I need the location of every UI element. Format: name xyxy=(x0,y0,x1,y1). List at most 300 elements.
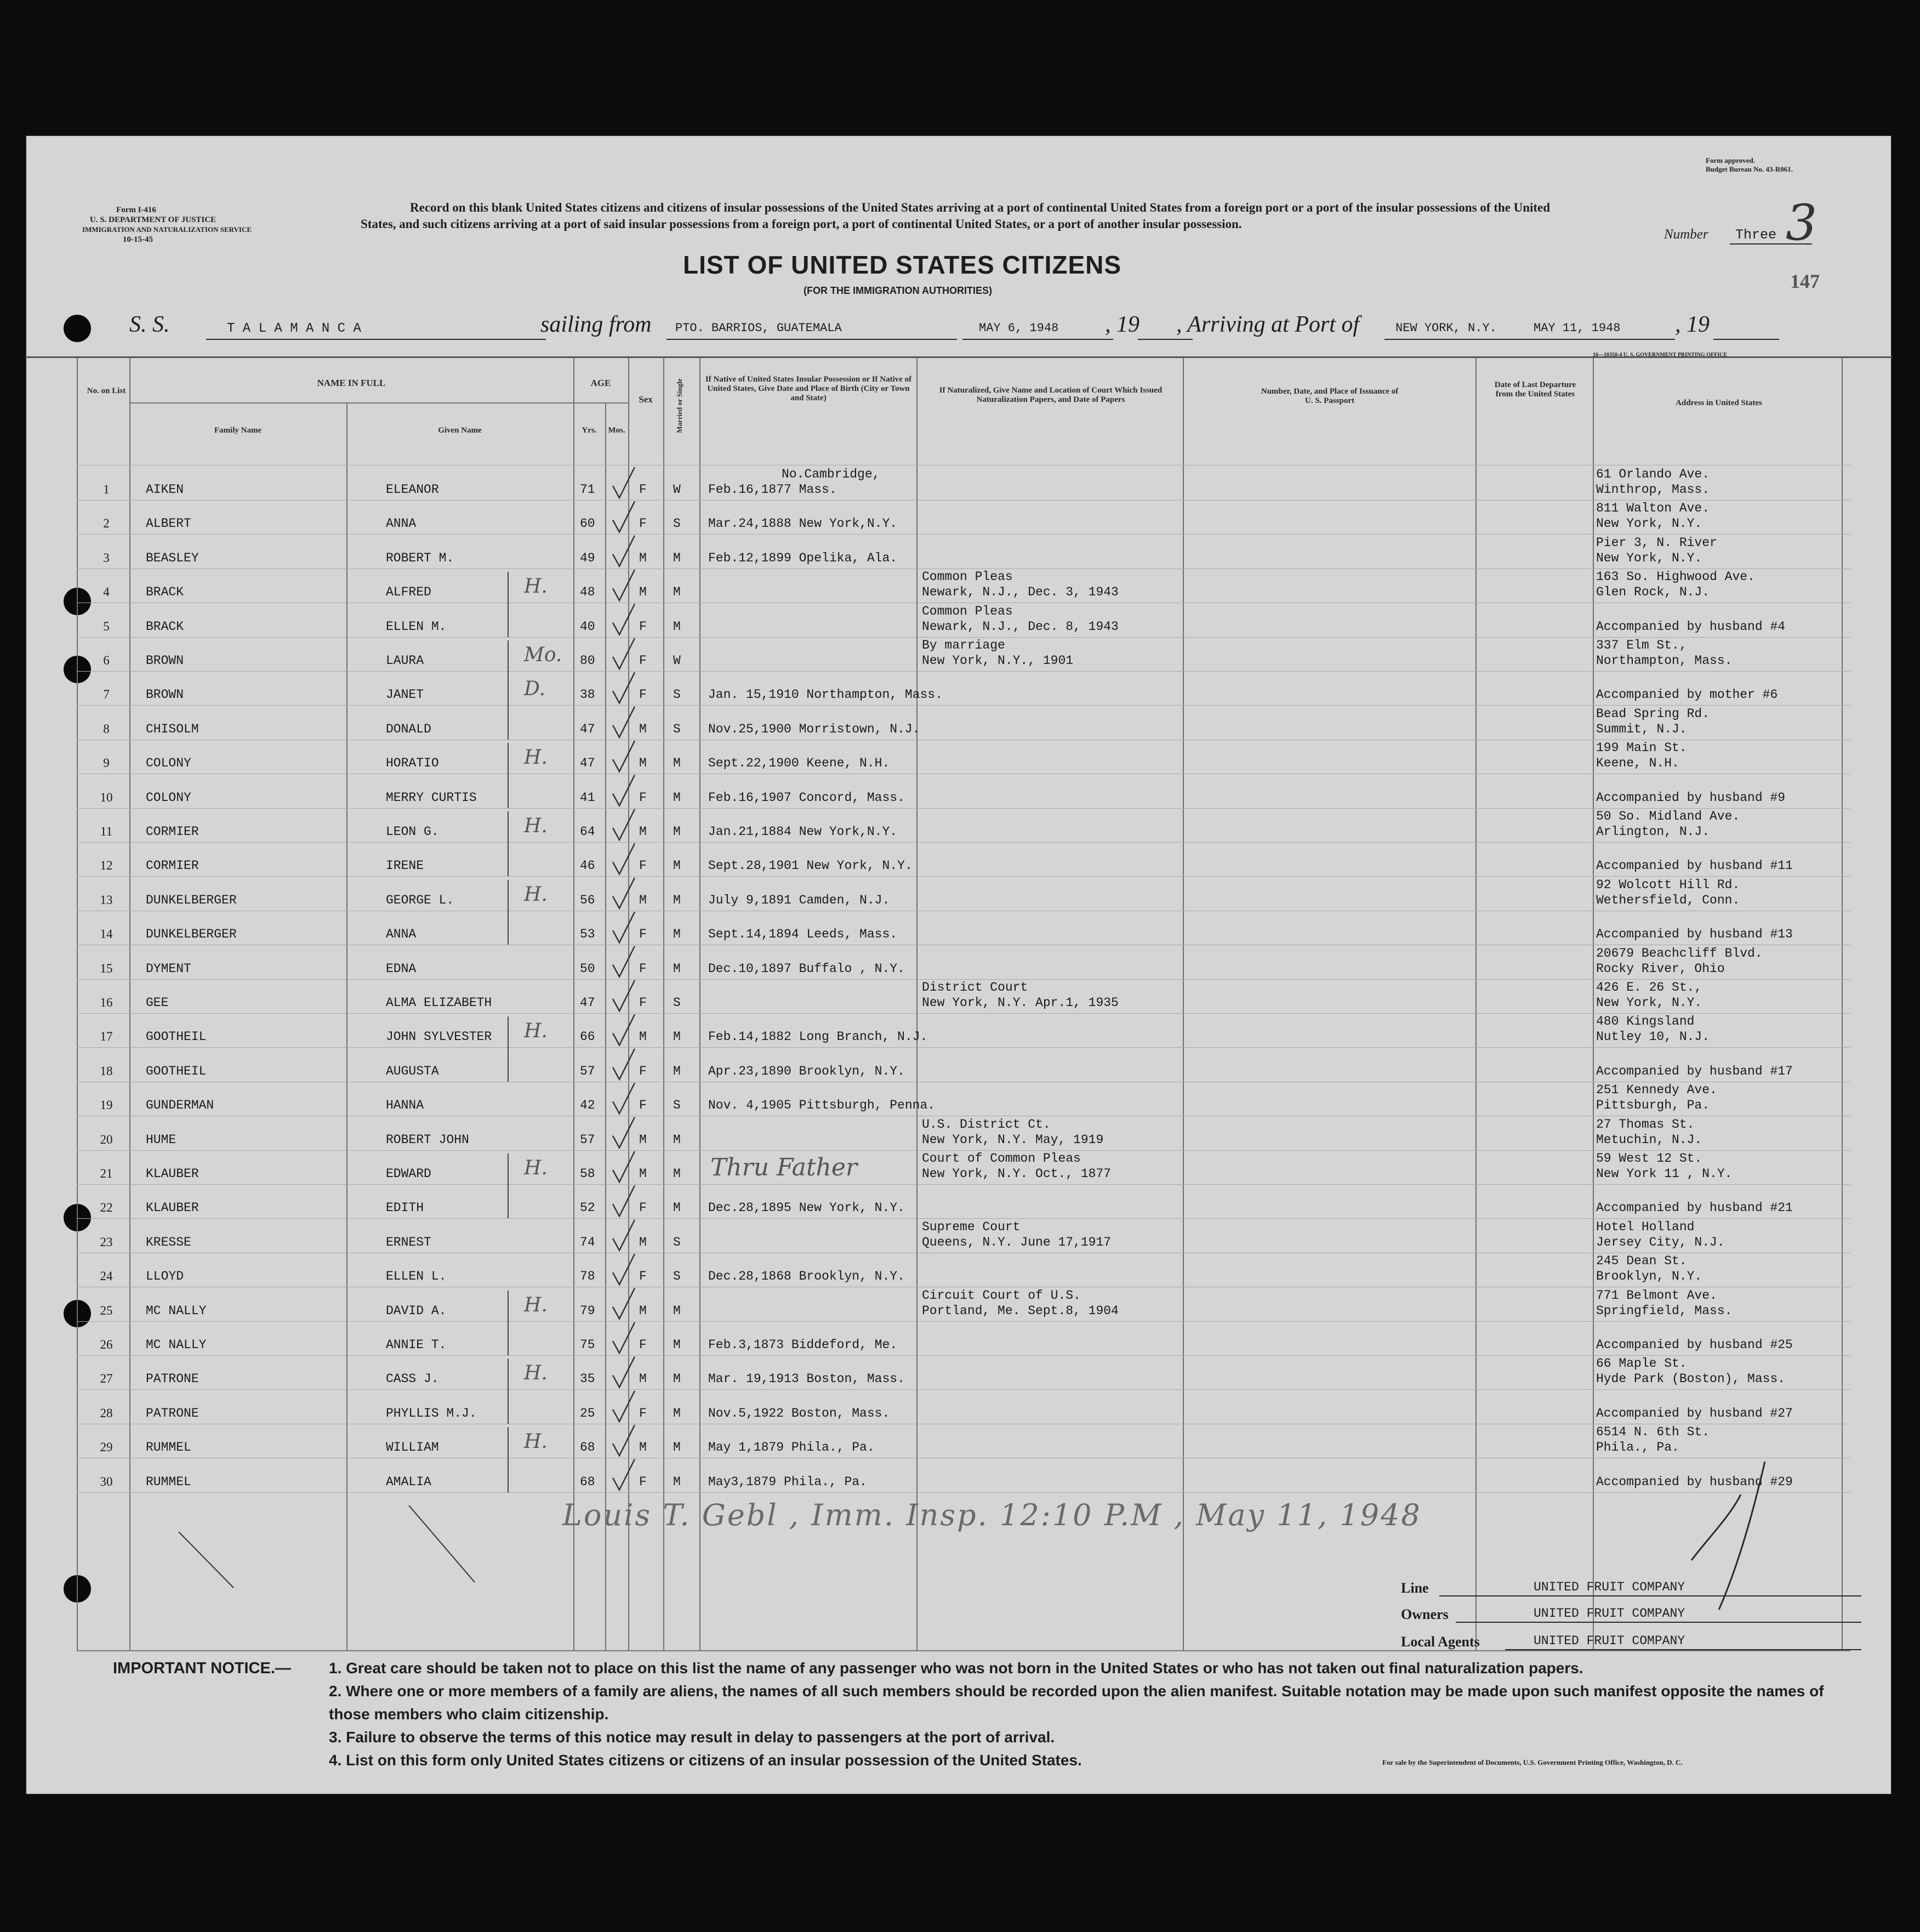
cell-birth: July 9,1891 Camden, N.J. xyxy=(708,893,890,907)
header-yrs: Yrs. xyxy=(582,426,597,435)
cell-sex: M xyxy=(639,721,647,736)
cell-given: DAVID A. xyxy=(386,1303,447,1318)
cell-sex: M xyxy=(639,825,647,839)
cell-family: MC NALLY xyxy=(146,1338,207,1352)
cell-naturalization: Newark, N.J., Dec. 3, 1943 xyxy=(922,585,1119,600)
header-mos: Mos. xyxy=(608,426,625,435)
cell-family: CORMIER xyxy=(146,859,199,873)
cell-birth: Feb.16,1907 Concord, Mass. xyxy=(708,790,905,805)
cell-ms: S xyxy=(673,996,681,1010)
cell-given: ANNIE T. xyxy=(386,1338,447,1352)
cell-sex: F xyxy=(639,927,647,942)
page-title: LIST OF UNITED STATES CITIZENS xyxy=(683,251,1122,279)
arrival-port: NEW YORK, N.Y. xyxy=(1395,321,1497,335)
cell-yrs: 46 xyxy=(580,859,595,873)
cell-yrs: 75 xyxy=(580,1338,595,1352)
cell-family: KRESSE xyxy=(146,1235,191,1249)
cell-naturalization: New York, N.Y. Apr.1, 1935 xyxy=(922,996,1119,1010)
cell-given: DONALD xyxy=(386,721,431,736)
cell-address-line1: 199 Main St. xyxy=(1596,741,1687,755)
cell-address-line1: 27 Thomas St. xyxy=(1596,1117,1695,1132)
cell-family: COLONY xyxy=(146,756,191,771)
cell-ms: M xyxy=(673,1406,681,1420)
cell-given: AMALIA xyxy=(386,1474,431,1489)
cell-given: EDWARD xyxy=(386,1167,431,1181)
relation-note: H. xyxy=(524,1020,548,1043)
number-label: Number xyxy=(1664,227,1708,242)
cell-given: EDITH xyxy=(386,1201,424,1215)
cell-given: ERNEST xyxy=(386,1235,431,1249)
cell-sex: F xyxy=(639,1201,647,1215)
cell-birth-place: No.Cambridge, xyxy=(782,467,880,481)
cell-family: HUME xyxy=(146,1132,176,1147)
cell-given: ROBERT M. xyxy=(386,550,454,565)
cell-yrs: 38 xyxy=(580,687,595,702)
cell-given: ELEANOR xyxy=(386,482,439,497)
cell-yrs: 53 xyxy=(580,927,595,942)
cell-address-line2: Nutley 10, N.J. xyxy=(1596,1030,1710,1044)
cell-naturalization-court: Common Pleas xyxy=(922,604,1013,618)
cell-yrs: 42 xyxy=(580,1098,595,1113)
cell-sex: M xyxy=(639,1372,647,1387)
cell-sex: F xyxy=(639,516,647,531)
header-age: AGE xyxy=(590,378,611,388)
line-value: UNITED FRUIT COMPANY xyxy=(1534,1580,1685,1594)
line-label: Line xyxy=(1401,1580,1429,1596)
cell-sex: M xyxy=(639,1132,647,1147)
cell-no: 6 xyxy=(103,654,110,667)
cell-ms: W xyxy=(673,654,681,668)
cell-given: GEORGE L. xyxy=(386,893,454,907)
cell-ms: W xyxy=(673,482,681,497)
cell-given: ELLEN L. xyxy=(386,1269,447,1284)
cell-sex: M xyxy=(639,756,647,771)
cell-no: 20 xyxy=(100,1132,113,1146)
cell-yrs: 41 xyxy=(580,790,595,805)
cell-no: 30 xyxy=(100,1474,113,1488)
cell-no: 15 xyxy=(100,961,113,975)
cell-address-line2: Summit, N.J. xyxy=(1596,721,1687,736)
cell-family: BRACK xyxy=(146,619,184,634)
cell-address-line1: 66 Maple St. xyxy=(1596,1356,1687,1371)
cell-address-line1: 771 Belmont Ave. xyxy=(1596,1288,1717,1303)
cell-given: ANNA xyxy=(386,927,417,942)
sailing-label: sailing from xyxy=(540,312,652,337)
cell-family: MC NALLY xyxy=(146,1303,207,1318)
cell-naturalization-court: District Court xyxy=(922,980,1028,995)
cell-sex: F xyxy=(639,654,647,668)
number-handwritten: 3 xyxy=(1786,194,1818,252)
cell-address-line1: Pier 3, N. River xyxy=(1596,535,1717,550)
cell-no: 3 xyxy=(103,550,110,565)
cell-family: COLONY xyxy=(146,790,191,805)
cell-yrs: 25 xyxy=(580,1406,595,1420)
cell-address-line2: Winthrop, Mass. xyxy=(1596,482,1710,497)
header-native: If Native of United States Insular Possession or If Native of United States, Give Date and Place of Birth (City or Town and State) xyxy=(705,375,912,402)
cell-address-line1: 480 Kingsland xyxy=(1596,1014,1695,1029)
cell-given: JOHN SYLVESTER xyxy=(386,1030,492,1044)
cell-yrs: 58 xyxy=(580,1167,595,1181)
cell-address-line2: Accompanied by husband #9 xyxy=(1596,790,1786,805)
agents-underline xyxy=(1505,1649,1861,1650)
notice-item: 3. Failure to observe the terms of this notice may result in delay to passengers at the port of arrival. xyxy=(329,1729,1055,1746)
relation-note: H. xyxy=(524,1293,548,1316)
cell-given: ELLEN M. xyxy=(386,619,447,634)
cell-no: 22 xyxy=(100,1201,113,1215)
cell-yrs: 40 xyxy=(580,619,595,634)
relation-note: H. xyxy=(524,883,548,906)
cell-ms: M xyxy=(673,585,681,600)
cell-ms: M xyxy=(673,550,681,565)
cell-sex: F xyxy=(639,996,647,1010)
form-number: Form I-416 xyxy=(116,206,156,214)
cell-sex: M xyxy=(639,585,647,600)
cell-sex: F xyxy=(639,482,647,497)
cell-address-line2: New York 11 , N.Y. xyxy=(1596,1167,1733,1181)
page-stamp: 147 xyxy=(1790,270,1820,292)
cell-ms: M xyxy=(673,756,681,771)
cell-naturalization: Newark, N.J., Dec. 8, 1943 xyxy=(922,619,1119,634)
cell-address-line2: Jersey City, N.J. xyxy=(1596,1235,1725,1249)
relation-note: H. xyxy=(524,746,548,769)
year-prefix-2: , 19 xyxy=(1675,312,1710,337)
cell-sex: F xyxy=(639,1269,647,1284)
header-sex: Sex xyxy=(639,394,653,405)
cell-family: GOOTHEIL xyxy=(146,1064,207,1078)
cell-yrs: 47 xyxy=(580,721,595,736)
cell-sex: M xyxy=(639,1303,647,1318)
cell-address-line2: Hyde Park (Boston), Mass. xyxy=(1596,1372,1786,1387)
cell-birth: Jan. 15,1910 Northampton, Mass. xyxy=(708,687,943,702)
cell-naturalization: New York, N.Y., 1901 xyxy=(922,654,1074,668)
cell-yrs: 66 xyxy=(580,1030,595,1044)
cell-birth: Apr.23,1890 Brooklyn, N.Y. xyxy=(708,1064,905,1078)
cell-ms: S xyxy=(673,1098,681,1113)
cell-ms: S xyxy=(673,721,681,736)
cell-sex: M xyxy=(639,1235,647,1249)
cell-address-line1: 811 Walton Ave. xyxy=(1596,501,1710,516)
cell-ms: M xyxy=(673,1372,681,1387)
cell-family: GUNDERMAN xyxy=(146,1098,214,1113)
cell-ms: M xyxy=(673,1030,681,1044)
cell-ms: S xyxy=(673,687,681,702)
cell-family: GOOTHEIL xyxy=(146,1030,207,1044)
cell-family: BROWN xyxy=(146,687,184,702)
cell-sex: F xyxy=(639,859,647,873)
cell-yrs: 68 xyxy=(580,1440,595,1455)
cell-sex: F xyxy=(639,1338,647,1352)
cell-no: 7 xyxy=(103,687,110,702)
cell-address-line2: Pittsburgh, Pa. xyxy=(1596,1098,1710,1113)
header-passport: Number, Date, and Place of Issuance of U. S. Passport xyxy=(1261,387,1399,405)
number-value: Three xyxy=(1735,227,1777,243)
cell-birth: Feb.14,1882 Long Branch, N.J. xyxy=(708,1030,928,1044)
approval-line-2: Budget Bureau No. 43-R061. xyxy=(1706,165,1793,173)
cell-family: BEASLEY xyxy=(146,550,199,565)
cell-ms: M xyxy=(673,790,681,805)
cell-yrs: 64 xyxy=(580,825,595,839)
cell-given: EDNA xyxy=(386,961,417,976)
cell-yrs: 47 xyxy=(580,756,595,771)
cell-family: GEE xyxy=(146,996,169,1010)
cell-ms: M xyxy=(673,825,681,839)
cell-birth: Sept.28,1901 New York, N.Y. xyxy=(708,859,913,873)
cell-given: JANET xyxy=(386,687,424,702)
cell-sex: M xyxy=(639,1167,647,1181)
cell-birth: May 1,1879 Phila., Pa. xyxy=(708,1440,875,1455)
cell-ms: M xyxy=(673,1167,681,1181)
cell-no: 13 xyxy=(100,893,113,907)
cell-yrs: 79 xyxy=(580,1303,595,1318)
cell-birth: Feb.16,1877 Mass. xyxy=(708,482,837,497)
cell-yrs: 60 xyxy=(580,516,595,531)
cell-family: KLAUBER xyxy=(146,1167,199,1181)
header-naturalized: If Naturalized, Give Name and Location of Court Which Issued Naturalization Papers, and Date of Papers xyxy=(939,386,1163,404)
cell-no: 8 xyxy=(103,721,110,736)
arrival-date: MAY 11, 1948 xyxy=(1534,321,1621,335)
cell-address-line1: 251 Kennedy Ave. xyxy=(1596,1083,1717,1098)
cell-address-line2: Accompanied by husband #17 xyxy=(1596,1064,1793,1078)
cell-given: AUGUSTA xyxy=(386,1064,439,1078)
cell-given: PHYLLIS M.J. xyxy=(386,1406,477,1420)
cell-address-line1: 426 E. 26 St., xyxy=(1596,980,1702,995)
cell-sex: F xyxy=(639,1474,647,1489)
cell-sex: M xyxy=(639,893,647,907)
department: U. S. DEPARTMENT OF JUSTICE xyxy=(90,215,217,224)
cell-no: 1 xyxy=(103,482,110,496)
cell-sex: M xyxy=(639,550,647,565)
cell-given: CASS J. xyxy=(386,1372,439,1387)
cell-ms: M xyxy=(673,1064,681,1078)
cell-no: 28 xyxy=(100,1406,113,1420)
header-family-name: Family Name xyxy=(214,426,262,435)
cell-naturalization-court: By marriage xyxy=(922,638,1005,652)
thru-father-note: Thru Father xyxy=(710,1153,857,1181)
cell-address-line2: Accompanied by husband #27 xyxy=(1596,1406,1793,1420)
header-departure: Date of Last Departure from the United States xyxy=(1494,380,1576,399)
cell-given: WILLIAM xyxy=(386,1440,439,1455)
cell-naturalization-court: Court of Common Pleas xyxy=(922,1151,1081,1166)
cell-ms: M xyxy=(673,1303,681,1318)
cell-family: DUNKELBERGER xyxy=(146,893,237,907)
cell-yrs: 56 xyxy=(580,893,595,907)
cell-family: DUNKELBERGER xyxy=(146,927,237,942)
cell-family: ALBERT xyxy=(146,516,191,531)
cell-birth: Feb.12,1899 Opelika, Ala. xyxy=(708,550,898,565)
cell-family: LLOYD xyxy=(146,1269,184,1284)
cell-family: DYMENT xyxy=(146,961,191,976)
header-name-in-full: NAME IN FULL xyxy=(317,378,386,388)
cell-given: ANNA xyxy=(386,516,417,531)
cell-address-line1: Bead Spring Rd. xyxy=(1596,706,1710,721)
cell-yrs: 74 xyxy=(580,1235,595,1249)
cell-address-line2: Accompanied by husband #21 xyxy=(1596,1201,1793,1215)
cell-ms: S xyxy=(673,516,681,531)
cell-family: AIKEN xyxy=(146,482,184,497)
cell-ms: M xyxy=(673,859,681,873)
cell-family: KLAUBER xyxy=(146,1201,199,1215)
cell-no: 23 xyxy=(100,1235,113,1249)
cell-family: BROWN xyxy=(146,654,184,668)
cell-address-line2: Accompanied by husband #4 xyxy=(1596,619,1786,634)
cell-yrs: 48 xyxy=(580,585,595,600)
cell-yrs: 57 xyxy=(580,1132,595,1147)
cell-given: HORATIO xyxy=(386,756,439,771)
cell-yrs: 80 xyxy=(580,654,595,668)
cell-family: CHISOLM xyxy=(146,721,199,736)
cell-ms: M xyxy=(673,1132,681,1147)
cell-birth: Sept.22,1900 Keene, N.H. xyxy=(708,756,890,771)
cell-no: 11 xyxy=(100,825,113,838)
manifest-page xyxy=(25,135,1892,1795)
cell-birth: Dec.10,1897 Buffalo , N.Y. xyxy=(708,961,905,976)
cell-no: 21 xyxy=(100,1167,113,1180)
cell-sex: F xyxy=(639,1406,647,1420)
for-sale-note: For sale by the Superintendent of Documents, U.S. Government Printing Office, Washington, D. C. xyxy=(1382,1758,1683,1766)
cell-given: MERRY CURTIS xyxy=(386,790,477,805)
cell-no: 9 xyxy=(103,756,110,770)
cell-address-line2: Accompanied by husband #25 xyxy=(1596,1338,1793,1352)
cell-no: 4 xyxy=(103,585,110,599)
cell-ms: M xyxy=(673,1201,681,1215)
cell-ms: M xyxy=(673,1338,681,1352)
cell-yrs: 68 xyxy=(580,1474,595,1489)
cell-sex: F xyxy=(639,619,647,634)
cell-address-line2: Accompanied by husband #11 xyxy=(1596,859,1793,873)
cell-address-line2: Accompanied by husband #13 xyxy=(1596,927,1793,942)
cell-address-line1: Hotel Holland xyxy=(1596,1219,1695,1234)
cell-no: 27 xyxy=(100,1372,113,1386)
relation-note: H. xyxy=(524,575,548,598)
intro-text: Record on this blank United States citizens and citizens of insular possessions of the United States arriving at a port of continental United States from a foreign port or a port of the insular possessions of the United States, and such citizens arriving at a port of said insular possessions from a foreign port, a port of continental United States, or a port of another insular possession. xyxy=(361,201,1551,231)
relation-note: H. xyxy=(524,1157,548,1179)
cell-no: 24 xyxy=(100,1269,113,1283)
owners-label: Owners xyxy=(1401,1606,1449,1622)
cell-family: CORMIER xyxy=(146,825,199,839)
cell-no: 14 xyxy=(100,927,113,941)
cell-address-line2: Arlington, N.J. xyxy=(1596,825,1710,839)
ship-name: T A L A M A N C A xyxy=(227,321,361,336)
cell-naturalization-court: Supreme Court xyxy=(922,1219,1021,1234)
cell-given: IRENE xyxy=(386,859,424,873)
ss-label: S. S. xyxy=(129,312,170,337)
cell-family: RUMMEL xyxy=(146,1440,191,1455)
agents-label: Local Agents xyxy=(1401,1634,1480,1650)
relation-note: D. xyxy=(524,678,546,701)
cell-address-line1: 6514 N. 6th St. xyxy=(1596,1425,1710,1440)
notice-item: 4. List on this form only United States citizens or citizens of an insular possession of the United States. xyxy=(329,1752,1082,1769)
cell-sex: F xyxy=(639,1064,647,1078)
cell-address-line2: Springfield, Mass. xyxy=(1596,1303,1733,1318)
relation-note: Mo. xyxy=(524,644,562,666)
cell-address-line2: Phila., Pa. xyxy=(1596,1440,1679,1455)
notice-label: IMPORTANT NOTICE.— xyxy=(113,1660,291,1677)
header-given-name: Given Name xyxy=(438,426,482,435)
cell-yrs: 52 xyxy=(580,1201,595,1215)
cell-naturalization: Queens, N.Y. June 17,1917 xyxy=(922,1235,1112,1249)
cell-birth: Nov.25,1900 Morristown, N.J. xyxy=(708,721,920,736)
cell-address-line2: Wethersfield, Conn. xyxy=(1596,893,1740,907)
service: IMMIGRATION AND NATURALIZATION SERVICE xyxy=(82,225,252,234)
cell-no: 29 xyxy=(100,1440,113,1454)
cell-address-line2: Keene, N.H. xyxy=(1596,756,1679,771)
cell-naturalization: Portland, Me. Sept.8, 1904 xyxy=(922,1303,1119,1318)
cell-ms: S xyxy=(673,1269,681,1284)
cell-sex: F xyxy=(639,1098,647,1113)
header-married-single: Married or Single xyxy=(675,378,683,433)
cell-no: 25 xyxy=(100,1303,113,1317)
cell-birth: Nov.5,1922 Boston, Mass. xyxy=(708,1406,890,1420)
cell-ms: M xyxy=(673,1440,681,1455)
cell-no: 5 xyxy=(103,619,110,633)
cell-birth: Nov. 4,1905 Pittsburgh, Penna. xyxy=(708,1098,936,1113)
cell-given: ROBERT JOHN xyxy=(386,1132,469,1147)
cell-sex: F xyxy=(639,790,647,805)
inspector-signature: Louis T. Gebl , Imm. Insp. 12:10 P.M , May 11, 1948 xyxy=(562,1498,1422,1532)
cell-address-line1: 59 West 12 St. xyxy=(1596,1151,1702,1166)
cell-yrs: 71 xyxy=(580,482,595,497)
cell-birth: Mar. 19,1913 Boston, Mass. xyxy=(708,1372,905,1387)
cell-no: 10 xyxy=(100,790,113,804)
printer-code: 16—10350-4 U. S. GOVERNMENT PRINTING OFFICE xyxy=(1593,352,1728,358)
cell-ms: M xyxy=(673,619,681,634)
header-address: Address in United States xyxy=(1676,399,1762,407)
arriving-label: , Arriving at Port of xyxy=(1176,312,1360,337)
cell-no: 19 xyxy=(100,1098,113,1112)
cell-address-line2: New York, N.Y. xyxy=(1596,516,1702,531)
cell-naturalization: New York, N.Y. Oct., 1877 xyxy=(922,1167,1112,1181)
notice-item: 2. Where one or more members of a family are aliens, the names of all such members should be recorded upon the alien manifest. Suitable notation may be made upon such manifest opposite the names of those members who claim citizenship. xyxy=(329,1683,1824,1723)
relation-note: H. xyxy=(524,1362,548,1385)
cell-family: PATRONE xyxy=(146,1406,199,1420)
cell-address-line2: Metuchin, N.J. xyxy=(1596,1132,1702,1147)
cell-no: 16 xyxy=(100,996,113,1009)
cell-address-line2: Rocky River, Ohio xyxy=(1596,961,1725,976)
cell-sex: F xyxy=(639,687,647,702)
cell-ms: S xyxy=(673,1235,681,1249)
relation-note: H. xyxy=(524,815,548,837)
cell-sex: F xyxy=(639,961,647,976)
cell-family: BRACK xyxy=(146,585,184,600)
owners-value: UNITED FRUIT COMPANY xyxy=(1534,1606,1685,1621)
cell-given: ALFRED xyxy=(386,585,431,600)
page-subtitle: (FOR THE IMMIGRATION AUTHORITIES) xyxy=(804,285,992,296)
sail-date: MAY 6, 1948 xyxy=(979,321,1059,335)
cell-yrs: 35 xyxy=(580,1372,595,1387)
cell-birth: Feb.3,1873 Biddeford, Me. xyxy=(708,1338,898,1352)
cell-no: 18 xyxy=(100,1064,113,1078)
owners-underline xyxy=(1456,1622,1861,1623)
cell-address-line1: 92 Wolcott Hill Rd. xyxy=(1596,877,1740,892)
from-port: PTO. BARRIOS, GUATEMALA xyxy=(675,321,842,335)
header-no-on-list: No. on List xyxy=(87,387,126,395)
cell-no: 17 xyxy=(100,1030,113,1044)
agents-value: UNITED FRUIT COMPANY xyxy=(1534,1634,1685,1648)
form-date: 10-15-45 xyxy=(123,235,153,244)
cell-sex: M xyxy=(639,1030,647,1044)
cell-address-line1: 245 Dean St. xyxy=(1596,1254,1687,1269)
cell-family: PATRONE xyxy=(146,1372,199,1387)
relation-note: H. xyxy=(524,1430,548,1453)
year-prefix-1: , 19 xyxy=(1105,312,1140,337)
cell-yrs: 49 xyxy=(580,550,595,565)
cell-naturalization-court: U.S. District Ct. xyxy=(922,1117,1051,1132)
cell-no: 26 xyxy=(100,1338,113,1351)
cell-birth: Mar.24,1888 New York,N.Y. xyxy=(708,516,898,531)
cell-given: LEON G. xyxy=(386,825,439,839)
pencil-strokes xyxy=(25,135,1892,1795)
cell-address-line2: Glen Rock, N.J. xyxy=(1596,585,1710,600)
